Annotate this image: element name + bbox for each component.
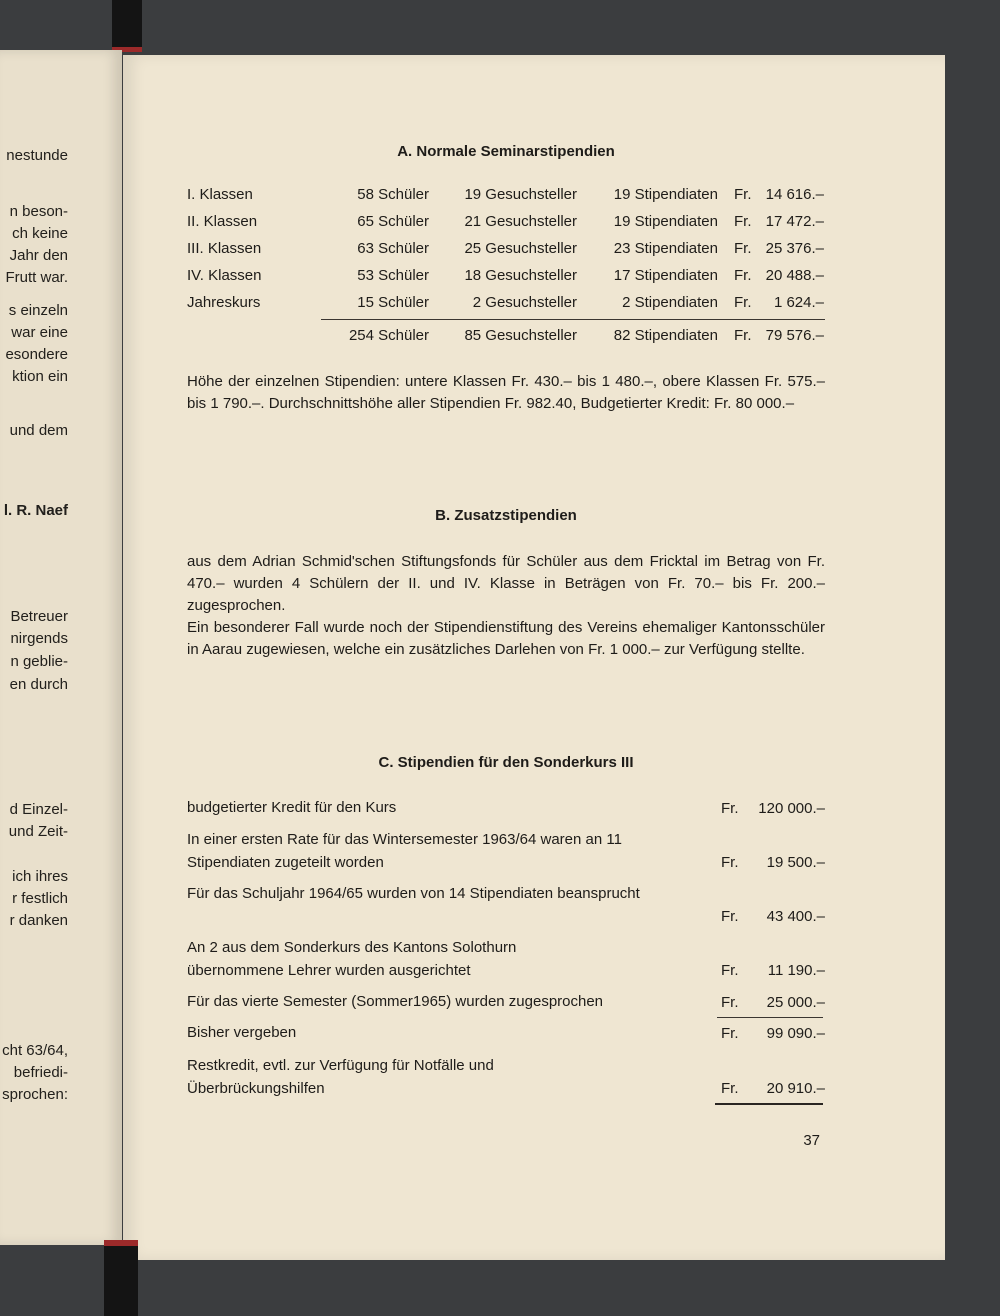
left-fragment: en durch [9,676,68,693]
gesuchsteller-count: 18 Gesuchsteller [464,267,577,284]
currency: Fr. [721,993,739,1011]
amount: 20 488.– [765,267,824,284]
amount: 1 624.– [773,294,824,311]
amount: 20 910.– [766,1079,825,1097]
left-fragment: und Zeit- [8,823,68,840]
currency: Fr. [734,327,752,344]
stipendiaten-count: 19 Stipendiaten [613,186,718,203]
row-description: In einer ersten Rate für das Wintersemester 1963/64 waren an 11 Stipendiaten zugeteilt worden [187,831,622,871]
left-fragment: d Einzel- [9,801,68,818]
total-rule [321,319,825,320]
left-fragment: war eine [11,324,68,341]
final-rule [715,1103,823,1105]
kurs-row [187,883,825,928]
row-description: Für das Schuljahr 1964/65 wurden von 14 Stipendiaten beansprucht [187,885,640,902]
table-row [187,209,825,236]
binding-ribbon-top [112,0,142,52]
left-fragment: Frutt war. [5,269,68,286]
currency: Fr. [734,213,752,230]
stipend-range-note: Höhe der einzelnen Stipendien: untere Klassen Fr. 430.– bis 1 480.–, obere Klassen Fr. 575.– bis 1 790.–. Durchschnittshöhe aller Stipendien Fr. 982.40, Budgetierter Kredit: Fr. 80 000.– [187,373,825,412]
left-fragment: befriedi- [13,1064,68,1081]
schueler-count: 65 Schüler [357,213,429,230]
schueler-count: 63 Schüler [357,240,429,257]
kurs-row [187,797,825,820]
section-b-title: B. Zusatzstipendien [435,507,577,524]
section-a-title: A. Normale Seminarstipendien [397,143,615,160]
currency: Fr. [734,267,752,284]
left-fragment: Betreuer [10,608,68,625]
left-fragment: nestunde [6,147,68,164]
amount: 14 616.– [765,186,824,203]
currency: Fr. [734,240,752,257]
gesuchsteller-count: 2 Gesuchsteller [472,294,577,311]
class-label: IV. Klassen [187,267,262,284]
row-description: Restkredit, evtl. zur Verfügung für Notfälle und Überbrückungshilfen [187,1057,494,1097]
left-fragment: s einzeln [8,302,68,319]
amount: 25 000.– [766,993,825,1011]
left-fragment: Jahr den [9,247,68,264]
left-fragment: esondere [5,346,68,363]
left-fragment: r danken [9,912,68,929]
left-fragment: n beson- [9,203,68,220]
amount: 43 400.– [766,907,825,925]
currency: Fr. [721,799,739,817]
schueler-count: 53 Schüler [357,267,429,284]
table-row [187,236,825,263]
total-stipendiaten: 82 Stipendiaten [613,327,718,344]
amount: 11 190.– [767,961,825,979]
kurs-row [187,991,825,1014]
stipendiaten-count: 17 Stipendiaten [613,267,718,284]
row-description: budgetierter Kredit für den Kurs [187,799,397,816]
left-fragment: und dem [9,422,68,439]
currency: Fr. [721,1079,739,1097]
page-number: 37 [803,1132,820,1149]
currency: Fr. [734,186,752,203]
currency: Fr. [721,853,739,871]
class-label: I. Klassen [187,186,253,203]
currency: Fr. [721,1024,739,1042]
left-fragment: cht 63/64, [2,1042,68,1059]
gesuchsteller-count: 25 Gesuchsteller [464,240,577,257]
currency: Fr. [721,907,739,925]
gesuchsteller-count: 19 Gesuchsteller [464,186,577,203]
total-amount: 79 576.– [765,327,824,344]
row-description: An 2 aus dem Sonderkurs des Kantons Solothurn übernommene Lehrer wurden ausgerichtet [187,939,517,979]
binding-ribbon-bottom [104,1240,138,1316]
total-row [187,323,825,350]
left-fragment: nirgends [10,630,68,647]
table-row [187,290,825,317]
section-b-paragraph: aus dem Adrian Schmid'schen Stiftungsfonds für Schüler aus dem Fricktal im Betrag von Fr. 470.– wurden 4 Schülern der II. und IV. Klasse in Beträgen von Fr. 70.– bis Fr. 200.– zugesprochen. [187,553,825,614]
stipendiaten-count: 19 Stipendiaten [613,213,718,230]
seminar-stipend-table [187,182,825,317]
schueler-count: 15 Schüler [357,294,429,311]
left-fragment: l. R. Naef [3,502,68,519]
amount: 17 472.– [765,213,824,230]
amount: 120 000.– [758,799,825,817]
total-gesuchsteller: 85 Gesuchsteller [464,327,577,344]
class-label: Jahreskurs [187,294,261,311]
section-a-note [187,371,825,415]
section-c-title: C. Stipendien für den Sonderkurs III [378,754,634,771]
gesuchsteller-count: 21 Gesuchsteller [464,213,577,230]
row-description: Bisher vergeben [187,1024,297,1041]
kurs-row [187,1055,825,1100]
table-row [187,182,825,209]
stipendiaten-count: 2 Stipendiaten [622,294,718,311]
kurs-row [187,829,825,874]
section-b-body [187,551,825,661]
right-page [123,55,945,1260]
kurs-row [187,937,825,982]
currency: Fr. [734,294,752,311]
kurs-row [187,1022,825,1045]
subtotal-rule [717,1017,823,1018]
currency: Fr. [721,961,739,979]
amount: 19 500.– [766,853,825,871]
table-row [187,263,825,290]
left-fragment: sprochen: [2,1086,68,1103]
left-fragment: ich ihres [12,868,68,885]
stipendiaten-count: 23 Stipendiaten [613,240,718,257]
amount: 25 376.– [765,240,824,257]
total-schueler: 254 Schüler [348,327,429,344]
class-label: III. Klassen [187,240,262,257]
schueler-count: 58 Schüler [357,186,429,203]
left-fragment: ch keine [12,225,68,242]
left-fragment: n geblie- [10,653,68,670]
left-fragment: r festlich [12,890,68,907]
class-label: II. Klassen [187,213,258,230]
left-page [0,50,122,1245]
section-b-paragraph: Ein besonderer Fall wurde noch der Stipendienstiftung des Vereins ehemaliger Kantonsschüler in Aarau zugewiesen, welche ein zusätzliches Darlehen von Fr. 1 000.– zur Verfügung stellte. [187,619,825,658]
amount: 99 090.– [766,1024,825,1042]
left-fragment: ktion ein [12,368,68,385]
row-description: Für das vierte Semester (Sommer1965) wurden zugesprochen [187,993,604,1010]
